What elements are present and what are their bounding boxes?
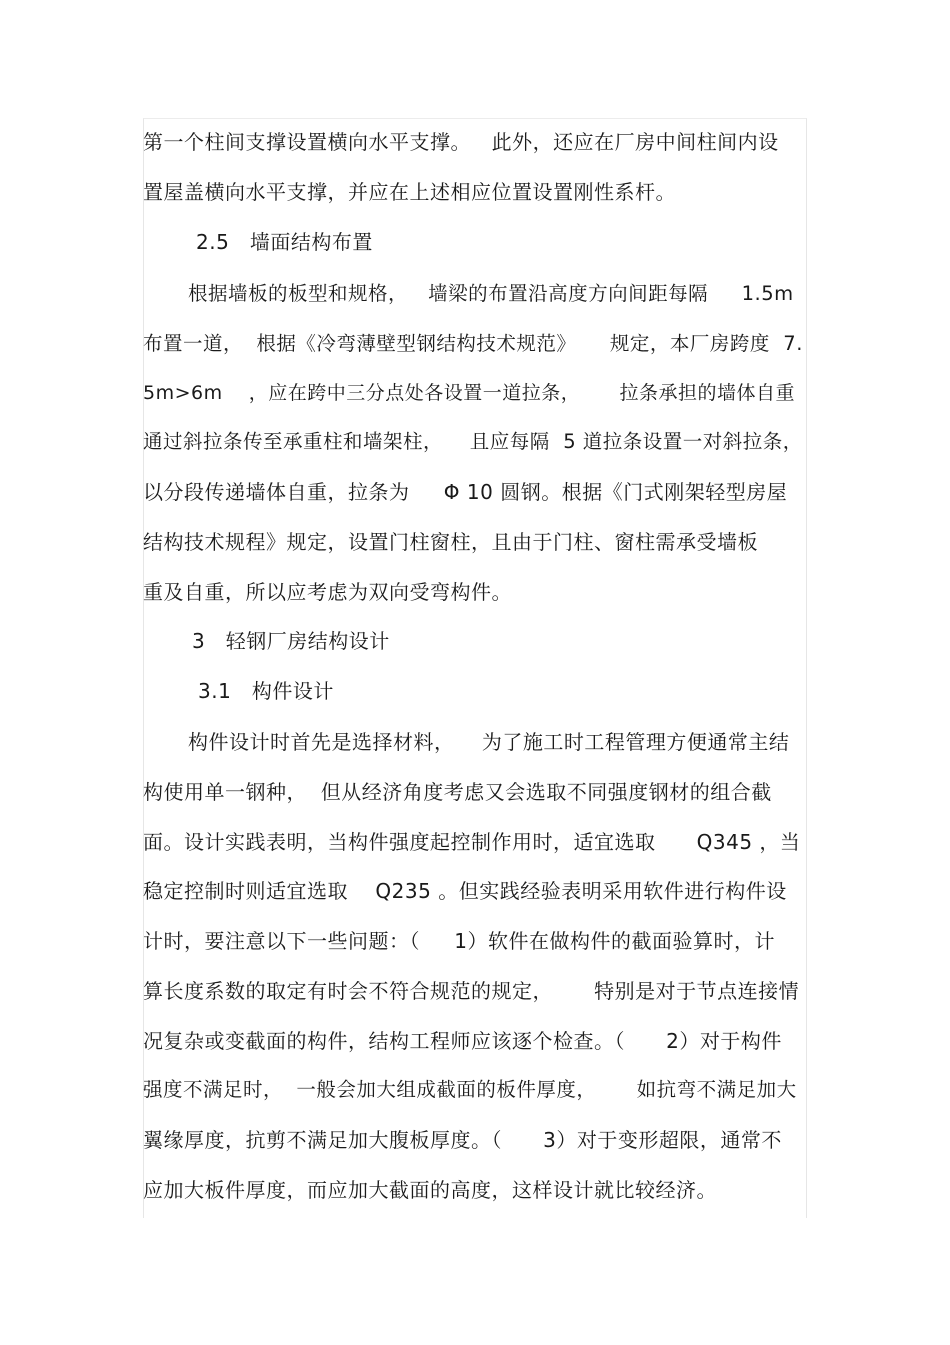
text-line: 根据墙板的板型和规格， 墙梁的布置沿高度方向间距每隔 1.5m <box>188 282 794 305</box>
section-heading: 2.5 墙面结构布置 <box>196 230 373 254</box>
text-line: 结构技术规程》规定，设置门柱窗柱，且由于门柱、窗柱需承受墙板 <box>143 530 758 554</box>
text-line: 算长度系数的取定有时会不符合规范的规定， 特别是对于节点连接情 <box>143 979 800 1003</box>
text-line: 置屋盖横向水平支撑，并应在上述相应位置设置刚性系杆。 <box>143 180 676 204</box>
text-line: 重及自重，所以应考虑为双向受弯构件。 <box>143 580 512 604</box>
text-line: 强度不满足时， 一般会加大组成截面的板件厚度， 如抗弯不满足加大 <box>143 1078 797 1101</box>
text-line: 翼缘厚度，抗剪不满足加大腹板厚度。（ 3）对于变形超限，通常不 <box>143 1128 782 1152</box>
text-line: 构件设计时首先是选择材料， 为了施工时工程管理方便通常主结 <box>188 730 790 754</box>
section-heading: 3 轻钢厂房结构设计 <box>192 629 390 653</box>
text-line: 5m>6m ，应在跨中三分点处各设置一道拉条， 拉条承担的墙体自重 <box>143 382 796 404</box>
text-line: 应加大板件厚度，而应加大截面的高度，这样设计就比较经济。 <box>143 1178 717 1202</box>
text-line: 通过斜拉条传至承重柱和墙架柱， 且应每隔 5 道拉条设置一对斜拉条， <box>143 430 803 453</box>
text-line: 构使用单一钢种， 但从经济角度考虑又会选取不同强度钢材的组合截 <box>143 780 772 804</box>
text-line: 布置一道， 根据《冷弯薄壁型钢结构技术规范》 规定，本厂房跨度 7. <box>143 332 803 355</box>
text-line: 况复杂或变截面的构件，结构工程师应该逐个检查。（ 2）对于构件 <box>143 1029 782 1053</box>
section-heading: 3.1 构件设计 <box>198 679 334 703</box>
text-line: 计时，要注意以下一些问题：（ 1）软件在做构件的截面验算时，计 <box>143 929 776 953</box>
text-line: 稳定控制时则适宜选取 Q235 。但实践经验表明采用软件进行构件设 <box>143 879 787 903</box>
text-line: 第一个柱间支撑设置横向水平支撑。 此外，还应在厂房中间柱间内设 <box>143 130 779 154</box>
text-line: 以分段传递墙体自重，拉条为 Φ 10 圆钢。根据《门式刚架轻型房屋 <box>143 480 788 504</box>
text-line: 面。设计实践表明，当构件强度起控制作用时，适宜选取 Q345 ，当 <box>143 830 801 854</box>
